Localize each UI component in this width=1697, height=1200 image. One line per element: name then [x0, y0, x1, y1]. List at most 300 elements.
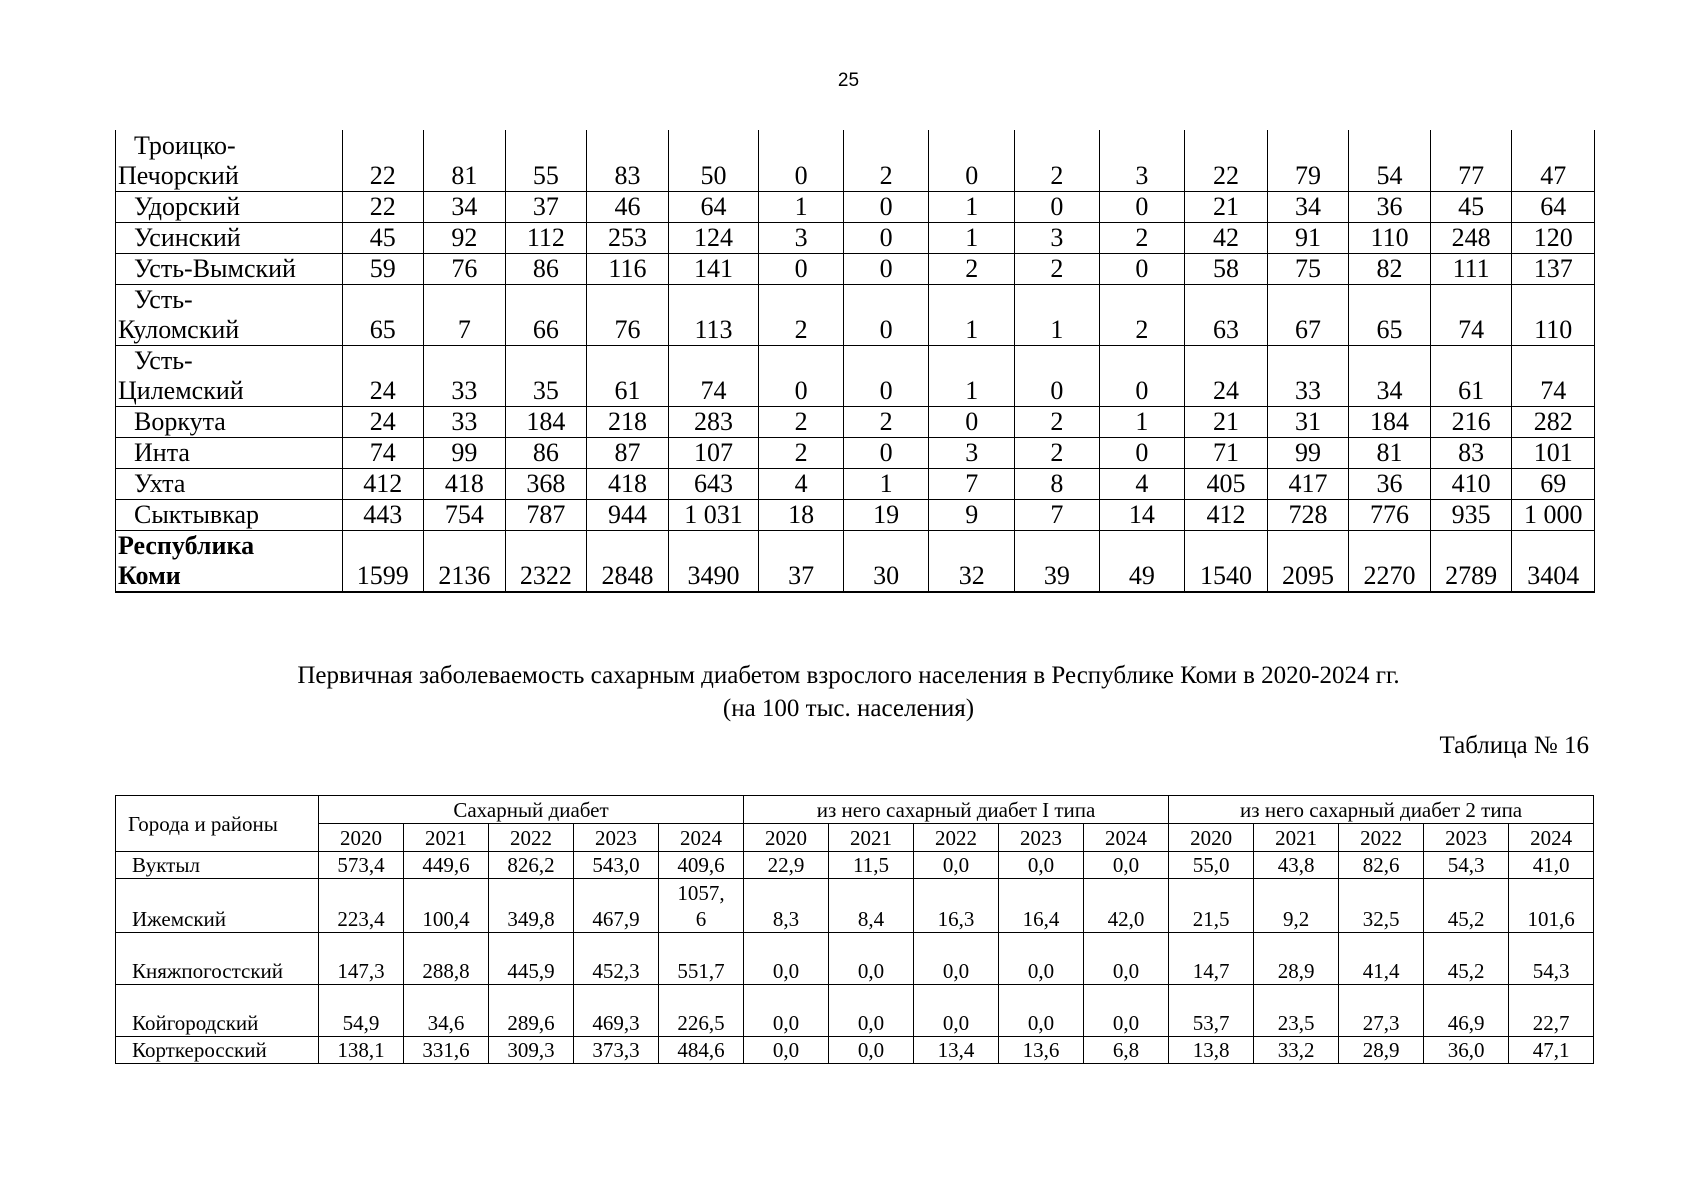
district-name-line: Цилемский [118, 375, 244, 405]
district-name-line: Усть-Вымский [134, 253, 296, 283]
value-cell: 63 [1185, 284, 1268, 345]
district-name [116, 284, 343, 345]
value-cell: 32 [929, 530, 1015, 592]
value-cell: 412 [342, 468, 424, 499]
value-cell: 0 [843, 345, 929, 406]
value-cell: 124 [668, 222, 759, 253]
district-name [116, 130, 343, 191]
district-name [116, 253, 343, 284]
value-cell: 0 [759, 345, 844, 406]
value-cell: 8,3 [744, 879, 829, 933]
year-header: 2024 [659, 824, 744, 852]
district-name: Койгородский [116, 985, 319, 1037]
value-cell: 0 [1099, 345, 1185, 406]
value-cell: 0 [1015, 191, 1100, 222]
value-cell: 7 [424, 284, 506, 345]
value-cell: 643 [668, 468, 759, 499]
value-cell: 7 [1015, 499, 1100, 530]
value-cell: 47,1 [1509, 1037, 1594, 1064]
value-cell: 138,1 [319, 1037, 404, 1064]
year-header: 2022 [489, 824, 574, 852]
value-cell: 21,5 [1169, 879, 1254, 933]
header-group-type1: из него сахарный диабет I типа [744, 796, 1169, 824]
value-cell: 113 [668, 284, 759, 345]
district-name-line: Республика [118, 530, 255, 560]
district-name-line: Сыктывкар [134, 499, 259, 529]
value-cell: 349,8 [489, 879, 574, 933]
value-cell: 42,0 [1084, 879, 1169, 933]
table-row [116, 933, 1594, 985]
value-cell: 100,4 [404, 879, 489, 933]
value-cell: 0 [1099, 253, 1185, 284]
table-row [116, 468, 1595, 499]
year-header: 2023 [1424, 824, 1509, 852]
value-cell: 64 [1512, 191, 1595, 222]
value-cell: 1 031 [668, 499, 759, 530]
value-cell: 41,4 [1339, 933, 1424, 985]
value-cell: 74 [1512, 345, 1595, 406]
value-cell: 32,5 [1339, 879, 1424, 933]
value-cell: 2 [1015, 253, 1100, 284]
value-cell: 101,6 [1509, 879, 1594, 933]
value-cell: 46,9 [1424, 985, 1509, 1037]
value-cell: 935 [1430, 499, 1512, 530]
value-cell: 3404 [1512, 530, 1595, 592]
value-cell: 1 [1099, 406, 1185, 437]
value-cell: 2 [1015, 130, 1100, 191]
value-cell: 443 [342, 499, 424, 530]
value-cell: 1 000 [1512, 499, 1595, 530]
value-cell: 83 [1430, 437, 1512, 468]
value-cell: 248 [1430, 222, 1512, 253]
page-number: 25 [837, 70, 860, 91]
district-name [116, 345, 343, 406]
value-cell: 3 [1015, 222, 1100, 253]
value-cell: 99 [424, 437, 506, 468]
value-cell: 7 [929, 468, 1015, 499]
value-cell: 34,6 [404, 985, 489, 1037]
district-name-line: Усинский [134, 222, 241, 252]
value-cell: 147,3 [319, 933, 404, 985]
value-cell: 91 [1267, 222, 1349, 253]
value-cell: 13,6 [999, 1037, 1084, 1064]
value-cell: 2 [1015, 437, 1100, 468]
value-cell: 283 [668, 406, 759, 437]
value-cell: 1 [1015, 284, 1100, 345]
value-cell: 184 [1349, 406, 1431, 437]
value-cell: 1057, 6 [659, 879, 744, 933]
value-cell: 484,6 [659, 1037, 744, 1064]
value-cell: 2 [1099, 222, 1185, 253]
value-cell: 2 [759, 284, 844, 345]
value-cell: 288,8 [404, 933, 489, 985]
value-cell: 223,4 [319, 879, 404, 933]
value-cell: 30 [843, 530, 929, 592]
value-cell: 43,8 [1254, 852, 1339, 879]
value-cell: 289,6 [489, 985, 574, 1037]
value-cell: 449,6 [404, 852, 489, 879]
value-cell: 3 [929, 437, 1015, 468]
value-cell: 2095 [1267, 530, 1349, 592]
value-cell: 11,5 [829, 852, 914, 879]
district-name-line: Ухта [134, 468, 186, 498]
value-cell: 137 [1512, 253, 1595, 284]
table-row [116, 284, 1595, 345]
district-name [116, 406, 343, 437]
value-cell: 0,0 [914, 933, 999, 985]
value-cell: 53,7 [1169, 985, 1254, 1037]
value-cell: 41,0 [1509, 852, 1594, 879]
value-cell: 3 [759, 222, 844, 253]
value-cell: 16,4 [999, 879, 1084, 933]
value-cell: 76 [424, 253, 506, 284]
value-cell: 23,5 [1254, 985, 1339, 1037]
value-cell: 74 [1430, 284, 1512, 345]
total-row [116, 530, 1595, 592]
table-row [116, 985, 1594, 1037]
value-cell: 218 [587, 406, 669, 437]
value-cell: 67 [1267, 284, 1349, 345]
table-caption-title: Первичная заболеваемость сахарным диабетом взрослого населения в Республике Коми в 2020-2024 гг. [297, 662, 1400, 689]
value-cell: 368 [505, 468, 587, 499]
value-cell: 58 [1185, 253, 1268, 284]
value-cell: 0,0 [999, 933, 1084, 985]
value-cell: 0 [843, 191, 929, 222]
value-cell: 112 [505, 222, 587, 253]
value-cell: 467,9 [574, 879, 659, 933]
district-name-line: Инта [134, 437, 190, 467]
year-header: 2024 [1509, 824, 1594, 852]
value-cell: 33 [424, 406, 506, 437]
value-cell: 74 [342, 437, 424, 468]
value-cell: 0,0 [744, 985, 829, 1037]
value-cell: 45,2 [1424, 879, 1509, 933]
value-cell: 373,3 [574, 1037, 659, 1064]
value-cell: 42 [1185, 222, 1268, 253]
value-cell: 0 [843, 284, 929, 345]
district-name-line: Куломский [118, 314, 240, 344]
district-name [116, 499, 343, 530]
value-cell: 331,6 [404, 1037, 489, 1064]
value-cell: 0 [929, 130, 1015, 191]
value-cell: 410 [1430, 468, 1512, 499]
header-cities-districts: Города и районы [116, 796, 319, 852]
value-cell: 54,3 [1509, 933, 1594, 985]
table-row [116, 499, 1595, 530]
district-name-line: Удорский [134, 191, 240, 221]
value-cell: 944 [587, 499, 669, 530]
value-cell: 79 [1267, 130, 1349, 191]
table-row [116, 879, 1594, 933]
incidence-table-continued [115, 130, 1595, 593]
value-cell: 54,3 [1424, 852, 1509, 879]
value-cell: 107 [668, 437, 759, 468]
value-cell: 184 [505, 406, 587, 437]
value-cell: 418 [587, 468, 669, 499]
value-cell: 18 [759, 499, 844, 530]
district-name-line: Коми [118, 560, 181, 590]
value-cell: 55,0 [1169, 852, 1254, 879]
value-cell: 0 [843, 222, 929, 253]
value-cell: 46 [587, 191, 669, 222]
value-cell: 34 [1267, 191, 1349, 222]
value-cell: 16,3 [914, 879, 999, 933]
year-header: 2020 [319, 824, 404, 852]
value-cell: 24 [342, 345, 424, 406]
diabetes-incidence-table [115, 795, 1594, 1064]
year-header: 2024 [1084, 824, 1169, 852]
value-cell: 452,3 [574, 933, 659, 985]
value-cell: 0,0 [999, 985, 1084, 1037]
value-cell: 36 [1349, 191, 1431, 222]
value-cell: 76 [587, 284, 669, 345]
district-name: Княжпогостский [116, 933, 319, 985]
value-cell: 1 [929, 284, 1015, 345]
value-cell: 0,0 [1084, 852, 1169, 879]
value-cell: 64 [668, 191, 759, 222]
value-cell: 81 [424, 130, 506, 191]
value-cell: 445,9 [489, 933, 574, 985]
value-cell: 13,4 [914, 1037, 999, 1064]
value-cell: 101 [1512, 437, 1595, 468]
value-cell: 0 [1099, 191, 1185, 222]
value-cell: 1 [929, 222, 1015, 253]
year-header: 2022 [1339, 824, 1424, 852]
value-cell: 0,0 [914, 985, 999, 1037]
value-cell: 31 [1267, 406, 1349, 437]
value-cell: 83 [587, 130, 669, 191]
value-cell: 0,0 [1084, 985, 1169, 1037]
table-row [116, 130, 1595, 191]
value-cell: 4 [759, 468, 844, 499]
year-header: 2021 [829, 824, 914, 852]
value-cell: 1 [843, 468, 929, 499]
value-cell: 2 [759, 437, 844, 468]
value-cell: 55 [505, 130, 587, 191]
value-cell: 3 [1099, 130, 1185, 191]
value-cell: 787 [505, 499, 587, 530]
value-cell: 728 [1267, 499, 1349, 530]
value-cell: 754 [424, 499, 506, 530]
value-cell: 253 [587, 222, 669, 253]
value-cell: 116 [587, 253, 669, 284]
value-cell: 2 [759, 406, 844, 437]
value-cell: 22 [1185, 130, 1268, 191]
value-cell: 1 [929, 345, 1015, 406]
value-cell: 418 [424, 468, 506, 499]
value-cell: 22 [342, 191, 424, 222]
value-cell: 2270 [1349, 530, 1431, 592]
value-cell: 0,0 [744, 1037, 829, 1064]
value-cell: 9,2 [1254, 879, 1339, 933]
value-cell: 14,7 [1169, 933, 1254, 985]
value-cell: 826,2 [489, 852, 574, 879]
district-name-line: Троицко- [134, 130, 236, 160]
value-cell: 50 [668, 130, 759, 191]
district-name-line: Усть- [134, 345, 193, 375]
district-name-line: Усть- [134, 284, 193, 314]
value-cell: 0 [843, 437, 929, 468]
district-name: Корткеросский [116, 1037, 319, 1064]
value-cell: 87 [587, 437, 669, 468]
header-group-type2: из него сахарный диабет 2 типа [1169, 796, 1594, 824]
value-cell: 8 [1015, 468, 1100, 499]
value-cell: 24 [1185, 345, 1268, 406]
value-cell: 14 [1099, 499, 1185, 530]
value-cell: 28,9 [1254, 933, 1339, 985]
value-cell: 0 [1099, 437, 1185, 468]
table-row [116, 852, 1594, 879]
value-cell: 61 [1430, 345, 1512, 406]
value-cell: 216 [1430, 406, 1512, 437]
district-name [116, 437, 343, 468]
year-header: 2020 [1169, 824, 1254, 852]
table-row [116, 253, 1595, 284]
value-cell: 22 [342, 130, 424, 191]
value-cell: 92 [424, 222, 506, 253]
value-cell: 1 [929, 191, 1015, 222]
district-name: Ижемский [116, 879, 319, 933]
value-cell: 417 [1267, 468, 1349, 499]
table-caption-units: (на 100 тыс. населения) [722, 695, 975, 722]
district-name-line: Печорский [118, 160, 239, 190]
value-cell: 4 [1099, 468, 1185, 499]
value-cell: 776 [1349, 499, 1431, 530]
district-name [116, 468, 343, 499]
value-cell: 45 [1430, 191, 1512, 222]
value-cell: 47 [1512, 130, 1595, 191]
value-cell: 2 [843, 130, 929, 191]
value-cell: 282 [1512, 406, 1595, 437]
value-cell: 37 [505, 191, 587, 222]
value-cell: 543,0 [574, 852, 659, 879]
district-name [116, 530, 343, 592]
value-cell: 2 [843, 406, 929, 437]
value-cell: 6,8 [1084, 1037, 1169, 1064]
value-cell: 0,0 [829, 985, 914, 1037]
value-cell: 409,6 [659, 852, 744, 879]
value-cell: 39 [1015, 530, 1100, 592]
value-cell: 111 [1430, 253, 1512, 284]
value-cell: 65 [1349, 284, 1431, 345]
value-cell: 3490 [668, 530, 759, 592]
value-cell: 65 [342, 284, 424, 345]
header-group-diabetes: Сахарный диабет [319, 796, 744, 824]
value-cell: 54,9 [319, 985, 404, 1037]
district-name [116, 222, 343, 253]
value-cell: 82 [1349, 253, 1431, 284]
value-cell: 33 [424, 345, 506, 406]
value-cell: 110 [1349, 222, 1431, 253]
district-name: Вуктыл [116, 852, 319, 879]
value-cell: 1 [759, 191, 844, 222]
value-cell: 33,2 [1254, 1037, 1339, 1064]
district-name [116, 191, 343, 222]
value-cell: 74 [668, 345, 759, 406]
value-cell: 0,0 [829, 1037, 914, 1064]
year-header: 2021 [1254, 824, 1339, 852]
value-cell: 0,0 [829, 933, 914, 985]
value-cell: 21 [1185, 191, 1268, 222]
value-cell: 22,9 [744, 852, 829, 879]
value-cell: 45 [342, 222, 424, 253]
value-cell: 71 [1185, 437, 1268, 468]
value-cell: 2848 [587, 530, 669, 592]
value-cell: 37 [759, 530, 844, 592]
value-cell: 0 [1015, 345, 1100, 406]
table-row [116, 345, 1595, 406]
value-cell: 13,8 [1169, 1037, 1254, 1064]
table-row [116, 191, 1595, 222]
value-cell: 412 [1185, 499, 1268, 530]
value-cell: 0 [929, 406, 1015, 437]
year-header: 2022 [914, 824, 999, 852]
value-cell: 0 [759, 130, 844, 191]
value-cell: 75 [1267, 253, 1349, 284]
value-cell: 24 [342, 406, 424, 437]
table-row [116, 222, 1595, 253]
year-header: 2023 [574, 824, 659, 852]
value-cell: 405 [1185, 468, 1268, 499]
value-cell: 110 [1512, 284, 1595, 345]
table-number: Таблица № 16 [1439, 732, 1589, 759]
value-cell: 86 [505, 437, 587, 468]
value-cell: 8,4 [829, 879, 914, 933]
value-cell: 2 [1015, 406, 1100, 437]
value-cell: 2 [929, 253, 1015, 284]
value-cell: 27,3 [1339, 985, 1424, 1037]
value-cell: 34 [424, 191, 506, 222]
value-cell: 22,7 [1509, 985, 1594, 1037]
value-cell: 61 [587, 345, 669, 406]
table-row [116, 437, 1595, 468]
value-cell: 0 [843, 253, 929, 284]
value-cell: 34 [1349, 345, 1431, 406]
value-cell: 54 [1349, 130, 1431, 191]
value-cell: 69 [1512, 468, 1595, 499]
value-cell: 99 [1267, 437, 1349, 468]
value-cell: 0,0 [914, 852, 999, 879]
value-cell: 120 [1512, 222, 1595, 253]
table-row [116, 1037, 1594, 1064]
value-cell: 2 [1099, 284, 1185, 345]
district-name-line: Воркута [134, 406, 226, 436]
year-header: 2023 [999, 824, 1084, 852]
value-cell: 573,4 [319, 852, 404, 879]
value-cell: 66 [505, 284, 587, 345]
value-cell: 59 [342, 253, 424, 284]
value-cell: 9 [929, 499, 1015, 530]
value-cell: 2322 [505, 530, 587, 592]
value-cell: 469,3 [574, 985, 659, 1037]
value-cell: 77 [1430, 130, 1512, 191]
value-cell: 141 [668, 253, 759, 284]
value-cell: 19 [843, 499, 929, 530]
value-cell: 226,5 [659, 985, 744, 1037]
table-row [116, 406, 1595, 437]
value-cell: 28,9 [1339, 1037, 1424, 1064]
value-cell: 81 [1349, 437, 1431, 468]
value-cell: 0,0 [999, 852, 1084, 879]
value-cell: 35 [505, 345, 587, 406]
value-cell: 0,0 [744, 933, 829, 985]
value-cell: 0,0 [1084, 933, 1169, 985]
value-cell: 82,6 [1339, 852, 1424, 879]
value-cell: 36 [1349, 468, 1431, 499]
value-cell: 1540 [1185, 530, 1268, 592]
year-header: 2020 [744, 824, 829, 852]
value-cell: 309,3 [489, 1037, 574, 1064]
